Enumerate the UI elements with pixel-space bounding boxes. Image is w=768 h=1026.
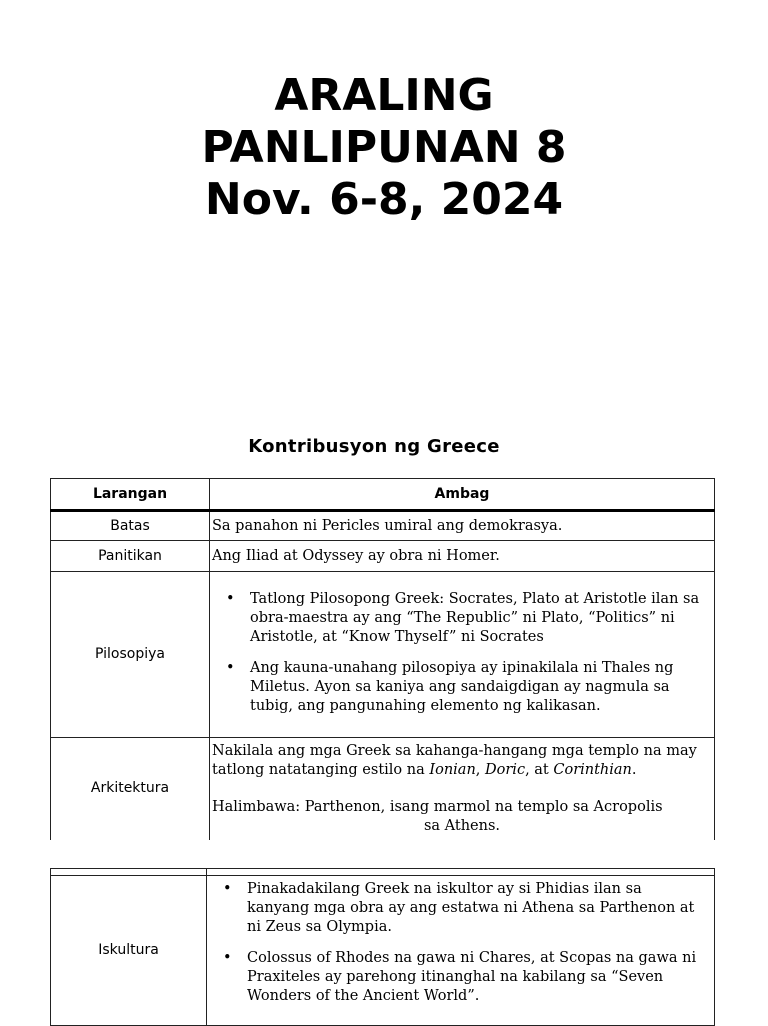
table-row-stub: [51, 869, 715, 876]
style-ionian: Ionian: [429, 761, 476, 778]
pilosopiya-bullet-list: [210, 590, 714, 716]
contributions-table: [50, 478, 715, 840]
field-cell-iskultura: Iskultura: [51, 876, 207, 1026]
title-line-subject: ARALING: [274, 70, 494, 121]
list-item: • Colossus of Rhodes na gawa ni Chares, at Scopas na gawa ni Praxiteles ay parehong itinanghal na kabilang sa “Seven Wonders of the Ancient World”.: [247, 949, 706, 1006]
table-header-row: [51, 479, 715, 511]
table-row: [51, 541, 715, 572]
section-heading: Kontribusyon ng Greece: [248, 436, 500, 457]
table-row: [51, 572, 715, 738]
arkitektura-example-line1: Halimbawa: Parthenon, isang marmol na templo sa Acropolis: [212, 798, 663, 815]
stub-cell: [207, 869, 715, 876]
contribution-cell-pilosopiya: [210, 572, 715, 738]
sentence-end: .: [631, 761, 637, 778]
contribution-cell-panitikan: Ang Iliad at Odyssey ay obra ni Homer.: [210, 541, 715, 572]
list-item: • Ang kauna-unahang pilosopiya ay ipinakilala ni Thales ng Miletus. Ayon sa kaniya ang sandaigdigan ay nagmula sa tubig, ang pangunahing elemento ng kalikasan.: [250, 659, 706, 716]
list-item: • Pinakadakilang Greek na iskultor ay si Phidias ilan sa kanyang mga obra ay ang estatwa ni Athena sa Parthenon at ni Zeus sa Olympia.: [247, 880, 706, 937]
title-line-date: Nov. 6-8, 2024: [204, 174, 564, 225]
separator: ,: [475, 761, 486, 778]
field-cell-arkitektura: Arkitektura: [51, 738, 210, 840]
list-item: • Tatlong Pilosopong Greek: Socrates, Plato at Aristotle ilan sa obra-maestra ay ang “The Republic” ni Plato, “Politics” ni Aristotle, at “Know Thyself” ni Socrates: [250, 590, 706, 647]
title-line-grade: PANLIPUNAN 8: [201, 122, 567, 173]
stub-cell: [51, 869, 207, 876]
field-cell-panitikan: Panitikan: [51, 541, 210, 572]
column-header-larangan: Larangan: [51, 479, 210, 511]
column-header-ambag: Ambag: [210, 479, 715, 511]
page-title: [0, 70, 768, 226]
separator: , at: [525, 761, 554, 778]
iskultura-bullet-list: [207, 880, 714, 1006]
arkitektura-example-line2: sa Athens.: [423, 817, 501, 834]
field-cell-pilosopiya: Pilosopiya: [51, 572, 210, 738]
contribution-cell-arkitektura: [210, 738, 715, 840]
contribution-cell-iskultura: [207, 876, 715, 1026]
field-cell-batas: Batas: [51, 511, 210, 541]
table-row: [51, 511, 715, 541]
table-row: [51, 876, 715, 1026]
arkitektura-description: [212, 742, 712, 780]
style-corinthian: Corinthian: [553, 761, 632, 778]
arkitektura-text: Nakilala ang mga Greek sa kahanga-hangang mga templo na may tatlong natatanging estilo na: [212, 742, 697, 778]
style-doric: Doric: [485, 761, 526, 778]
table-row: [51, 738, 715, 840]
contributions-table-continued: [50, 868, 715, 1026]
contribution-cell-batas: Sa panahon ni Pericles umiral ang demokrasya.: [210, 511, 715, 541]
